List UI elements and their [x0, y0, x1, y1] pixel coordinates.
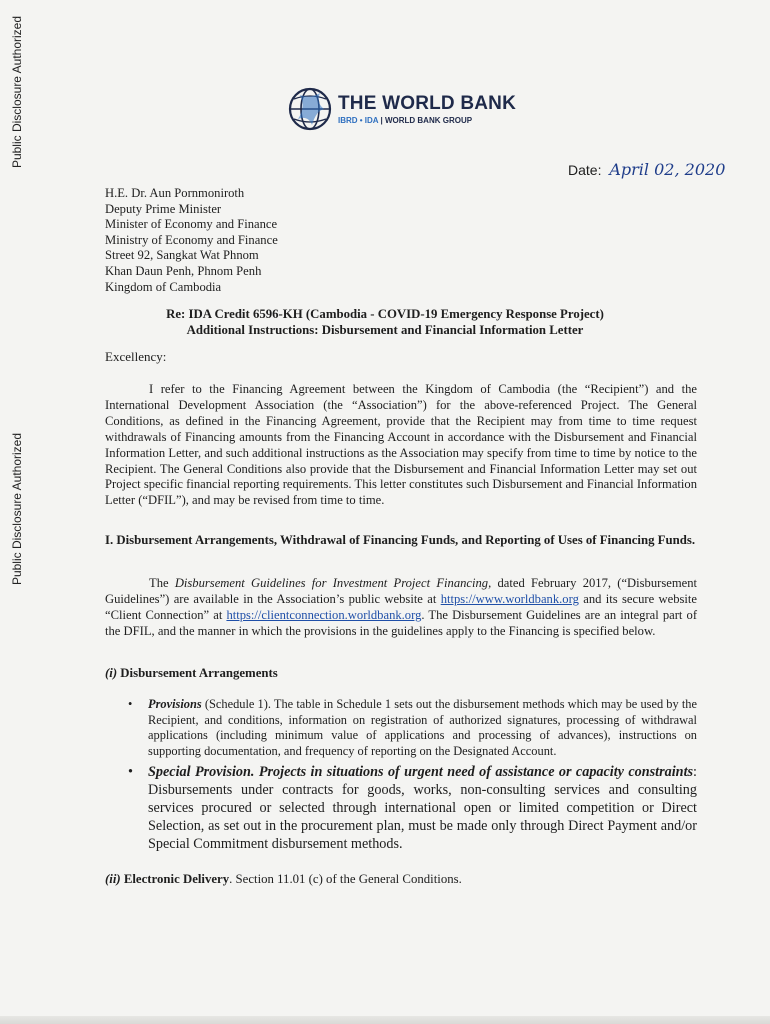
address-line: Ministry of Economy and Finance — [105, 232, 278, 247]
globe-icon — [286, 85, 334, 133]
subsection-ii-heading: (ii) Electronic Delivery. Section 11.01 (c) of the General Conditions. — [105, 872, 462, 886]
bullet-icon: • — [128, 697, 133, 711]
address-line: Khan Daun Penh, Phnom Penh — [105, 263, 262, 278]
logo-title: THE WORLD BANK — [338, 93, 517, 114]
side-disclosure-label-middle: Public Disclosure Authorized — [10, 432, 24, 586]
list-item: • Provisions (Schedule 1). The table in Schedule 1 sets out the disbursement methods which may be used by the Recipient, and conditions, information on registration of authorized signatures, processing of withdrawal applications (including minimum value of applications and processing of advances), instructions on supporting documentation, and frequency of reporting on the Designated Account. — [128, 697, 697, 758]
logo-subtitle: IBRD • IDA | WORLD BANK GROUP — [338, 116, 473, 125]
page-bottom-edge — [0, 1016, 770, 1024]
worldbank-link[interactable]: https://www.worldbank.org — [440, 591, 579, 606]
intro-paragraph: I refer to the Financing Agreement between the Kingdom of Cambodia (the “Recipient”) and the International Development Association (the “Association”) for the above-referenced Project. The General Conditions, as defined in the Financing Agreement, provide that the Recipient may from time to time request withdrawals of Financing amounts from the Financing Account in accordance with the Disbursement and Financial Information Letter, and such additional instructions as the Association may specify from time to time by notice to the Recipient. The General Conditions also provide that the Disbursement and Financial Information Letter may set out Project specific financial reporting requirements. This letter constitutes such Disbursement and Financial Information Letter (“DFIL”), and may be revised from time to time. — [105, 382, 697, 508]
world-bank-logo — [286, 84, 516, 134]
recipient-address — [105, 186, 278, 295]
guidelines-paragraph: The Disbursement Guidelines for Investment Project Financing, dated February 2017, (“Disbursement Guidelines”) are available in the Association’s public website at https://www.worldbank.org and its secure website “Client Connection” at https://clientconnection.worldbank.org. The Disbursement Guidelines are an integral part of the DFIL, and the manner in which the provisions in the guidelines apply to the Financing is specified below. — [105, 576, 698, 638]
section-1-heading: I. Disbursement Arrangements, Withdrawal of Financing Funds, and Reporting of Uses of Financing Funds. — [105, 533, 696, 547]
letter-date — [568, 160, 725, 179]
list-item: • Special Provision. Projects in situations of urgent need of assistance or capacity constraints: Disbursements under contracts for goods, works, non-consulting services and consulting services procured or selected through international open or limited competition or Direct Selection, as set out in the procurement plan, must be made only through Direct Payment and/or Special Commitment disbursement methods. — [128, 764, 697, 853]
address-line: Street 92, Sangkat Wat Phnom — [105, 248, 259, 263]
subject-line: Re: IDA Credit 6596-KH (Cambodia - COVID-19 Emergency Response Project) Additional Instructions: Disbursement and Financial Information Letter — [166, 307, 604, 337]
address-line: H.E. Dr. Aun Pornmoniroth — [105, 186, 245, 200]
date-value-handwritten: April 02, 2020 — [609, 160, 726, 179]
date-label: Date: — [568, 162, 602, 178]
client-connection-link[interactable]: https://clientconnection.worldbank.org — [226, 607, 422, 622]
salutation: Excellency: — [105, 349, 167, 364]
side-disclosure-label-top: Public Disclosure Authorized — [10, 15, 24, 169]
address-line: Kingdom of Cambodia — [105, 279, 222, 294]
address-line: Deputy Prime Minister — [105, 201, 222, 216]
bullet-icon: • — [128, 764, 133, 781]
address-line: Minister of Economy and Finance — [105, 217, 278, 232]
subsection-i-heading: (i) Disbursement Arrangements — [105, 666, 278, 680]
disbursement-bullets — [128, 697, 697, 853]
